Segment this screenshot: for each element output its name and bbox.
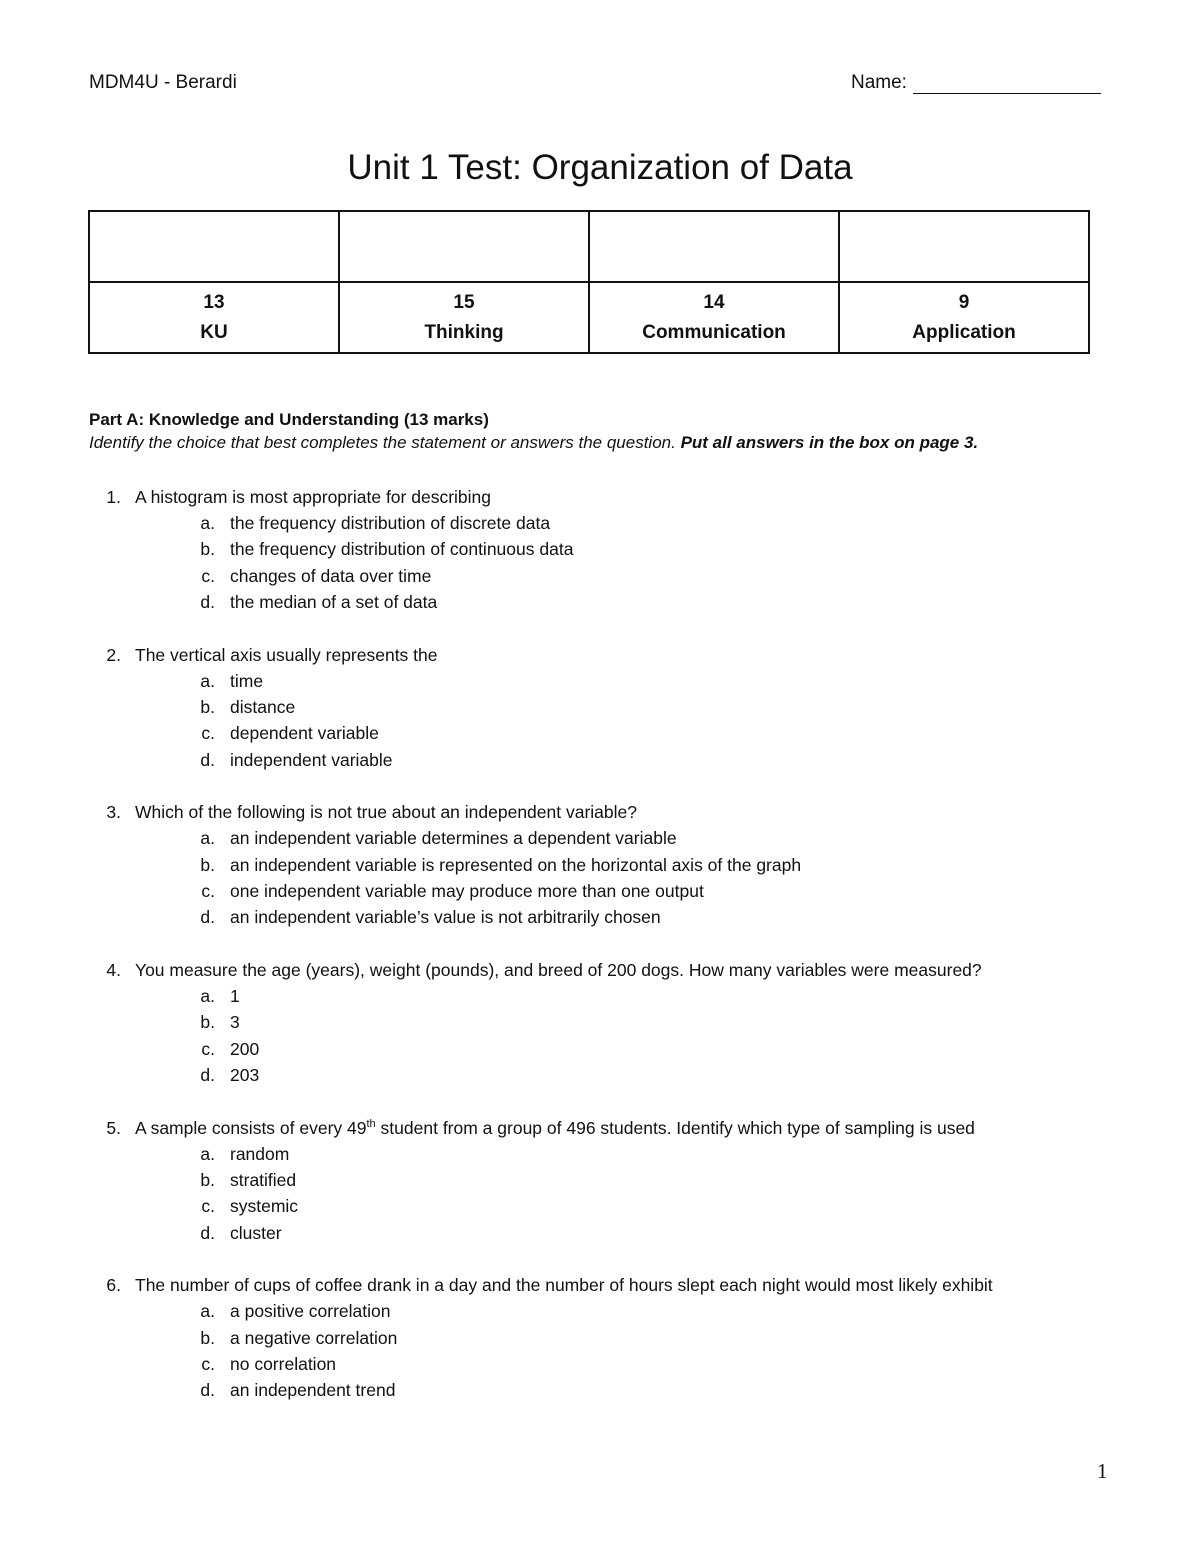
- score-cell-ku: [89, 211, 339, 282]
- option-letter: c.: [201, 1038, 215, 1059]
- option-text: a negative correlation: [230, 1327, 398, 1348]
- marks-value: 14: [703, 291, 725, 313]
- marks-value: 15: [453, 291, 475, 313]
- option-text: an independent variable’s value is not arbitrarily chosen: [230, 907, 661, 928]
- option-text: dependent variable: [230, 723, 379, 744]
- option-letter: c.: [201, 1196, 215, 1217]
- option-letter: b.: [200, 696, 215, 717]
- question-text: The vertical axis usually represents the: [135, 644, 438, 665]
- option-text: systemic: [230, 1196, 299, 1217]
- question-list: [0, 484, 1200, 1430]
- question-number: 6.: [106, 1275, 121, 1296]
- question: [0, 484, 1200, 615]
- marks-value: 9: [958, 291, 970, 313]
- answer-option: [0, 536, 1200, 562]
- answer-option: [0, 1220, 1200, 1246]
- option-text: stratified: [230, 1170, 297, 1191]
- option-text: 200: [230, 1038, 260, 1059]
- part-a-header: [89, 408, 978, 454]
- option-text: cluster: [230, 1222, 282, 1243]
- answer-option: [0, 747, 1200, 773]
- question-text: The number of cups of coffee drank in a day and the number of hours slept each night would most likely exhibit: [135, 1275, 993, 1296]
- ordinal-suffix: th: [366, 1117, 376, 1130]
- question: [0, 1115, 1200, 1246]
- answer-option: [0, 1325, 1200, 1351]
- answer-option: [0, 694, 1200, 720]
- option-letter: c.: [201, 880, 215, 901]
- answer-option: [0, 852, 1200, 878]
- question-stem: [0, 484, 1200, 510]
- option-letter: a.: [200, 986, 215, 1007]
- option-letter: b.: [200, 1012, 215, 1033]
- option-text: random: [230, 1143, 290, 1164]
- option-letter: a.: [200, 828, 215, 849]
- option-letter: a.: [200, 513, 215, 533]
- marks-value: 13: [203, 291, 225, 313]
- option-letter: a.: [200, 670, 215, 691]
- marks-score-row: [89, 211, 1089, 282]
- answer-option: [0, 1009, 1200, 1035]
- question-stem: [0, 1272, 1200, 1298]
- answer-option: [0, 1167, 1200, 1193]
- answer-option: [0, 720, 1200, 746]
- answer-option: [0, 878, 1200, 904]
- answer-option: [0, 563, 1200, 589]
- question: [0, 799, 1200, 930]
- option-text: an independent variable is represented on the horizontal axis of the graph: [230, 854, 802, 875]
- option-letter: d.: [200, 907, 215, 928]
- question-number: 3.: [106, 802, 121, 823]
- instruction-text: Identify the choice that best completes the statement or answers the question.: [89, 433, 676, 452]
- option-letter: b.: [200, 1327, 215, 1348]
- question-text: A histogram is most appropriate for describing: [135, 487, 491, 507]
- option-letter: c.: [201, 723, 215, 744]
- question-stem: [0, 799, 1200, 825]
- option-text: time: [230, 670, 264, 691]
- option-text: an independent variable determines a dependent variable: [230, 828, 677, 849]
- option-text: the frequency distribution of discrete data: [230, 513, 551, 533]
- page-title: Unit 1 Test: Organization of Data: [347, 148, 853, 187]
- option-text: a positive correlation: [230, 1301, 391, 1322]
- option-letter: a.: [200, 1143, 215, 1164]
- question-text: [135, 1115, 975, 1141]
- option-letter: c.: [201, 1354, 215, 1375]
- option-letter: a.: [200, 1301, 215, 1322]
- page-number: 1: [1097, 1459, 1108, 1483]
- option-letter: b.: [200, 854, 215, 875]
- option-text: one independent variable may produce more than one output: [230, 880, 704, 901]
- question-number: 4.: [106, 960, 121, 981]
- question-text: You measure the age (years), weight (pounds), and breed of 200 dogs. How many variables were measured?: [135, 960, 982, 981]
- question-stem: [0, 642, 1200, 668]
- option-letter: d.: [200, 1064, 215, 1085]
- option-text: no correlation: [230, 1354, 337, 1375]
- name-field: [851, 72, 1101, 94]
- option-letter: b.: [200, 539, 215, 560]
- option-letter: d.: [200, 749, 215, 770]
- name-label: Name:: [851, 72, 907, 93]
- marks-category: Thinking: [424, 321, 504, 343]
- answer-option: [0, 668, 1200, 694]
- option-letter: b.: [200, 1170, 215, 1191]
- option-text: distance: [230, 696, 296, 717]
- question: [0, 957, 1200, 1088]
- question-stem: [0, 1115, 1200, 1141]
- question: [0, 1272, 1200, 1403]
- score-cell-application: [839, 211, 1089, 282]
- answer-option: [0, 1036, 1200, 1062]
- question-number: 5.: [106, 1117, 121, 1138]
- answer-option: [0, 904, 1200, 930]
- marks-cell: [839, 282, 1089, 353]
- question-number: 1.: [106, 487, 121, 507]
- question-text: Which of the following is not true about an independent variable?: [135, 802, 637, 823]
- answer-option: [0, 589, 1200, 615]
- question-stem: [0, 957, 1200, 983]
- option-text: the median of a set of data: [230, 591, 438, 612]
- question: [0, 642, 1200, 773]
- option-text: 203: [230, 1064, 260, 1085]
- option-text: independent variable: [230, 749, 393, 770]
- question-number: 2.: [106, 644, 121, 665]
- marks-table: [88, 210, 1090, 354]
- question-text-end: student from a group of 496 students. Identify which type of sampling is used: [375, 1117, 975, 1138]
- score-cell-thinking: [339, 211, 589, 282]
- option-letter: d.: [200, 1380, 215, 1401]
- answer-option: [0, 1351, 1200, 1377]
- answer-option: [0, 1062, 1200, 1088]
- part-a-heading: Part A: Knowledge and Understanding (13 marks): [89, 410, 489, 429]
- answer-option: [0, 983, 1200, 1009]
- marks-cell: [589, 282, 839, 353]
- marks-category: Application: [912, 321, 1016, 343]
- instruction-emphasis: Put all answers in the box on page 3.: [680, 433, 979, 452]
- part-a-instruction: [89, 431, 978, 454]
- marks-category: Communication: [642, 321, 786, 343]
- marks-category: KU: [200, 321, 228, 343]
- answer-option: [0, 825, 1200, 851]
- option-text: an independent trend: [230, 1380, 396, 1401]
- course-label: MDM4U - Berardi: [89, 72, 237, 93]
- option-text: 1: [230, 986, 240, 1007]
- answer-option: [0, 1193, 1200, 1219]
- option-letter: d.: [200, 591, 215, 612]
- answer-option: [0, 1298, 1200, 1324]
- option-text: changes of data over time: [230, 565, 432, 586]
- answer-option: [0, 1377, 1200, 1403]
- name-blank-line: [913, 73, 1101, 94]
- option-text: 3: [230, 1012, 240, 1033]
- option-letter: c.: [201, 565, 215, 586]
- question-text-start: A sample consists of every 49: [135, 1117, 367, 1138]
- option-letter: d.: [200, 1222, 215, 1243]
- answer-option: [0, 510, 1200, 536]
- option-text: the frequency distribution of continuous data: [230, 539, 574, 560]
- marks-cell: [89, 282, 339, 353]
- marks-cell: [339, 282, 589, 353]
- score-cell-communication: [589, 211, 839, 282]
- answer-option: [0, 1141, 1200, 1167]
- marks-total-row: [89, 282, 1089, 353]
